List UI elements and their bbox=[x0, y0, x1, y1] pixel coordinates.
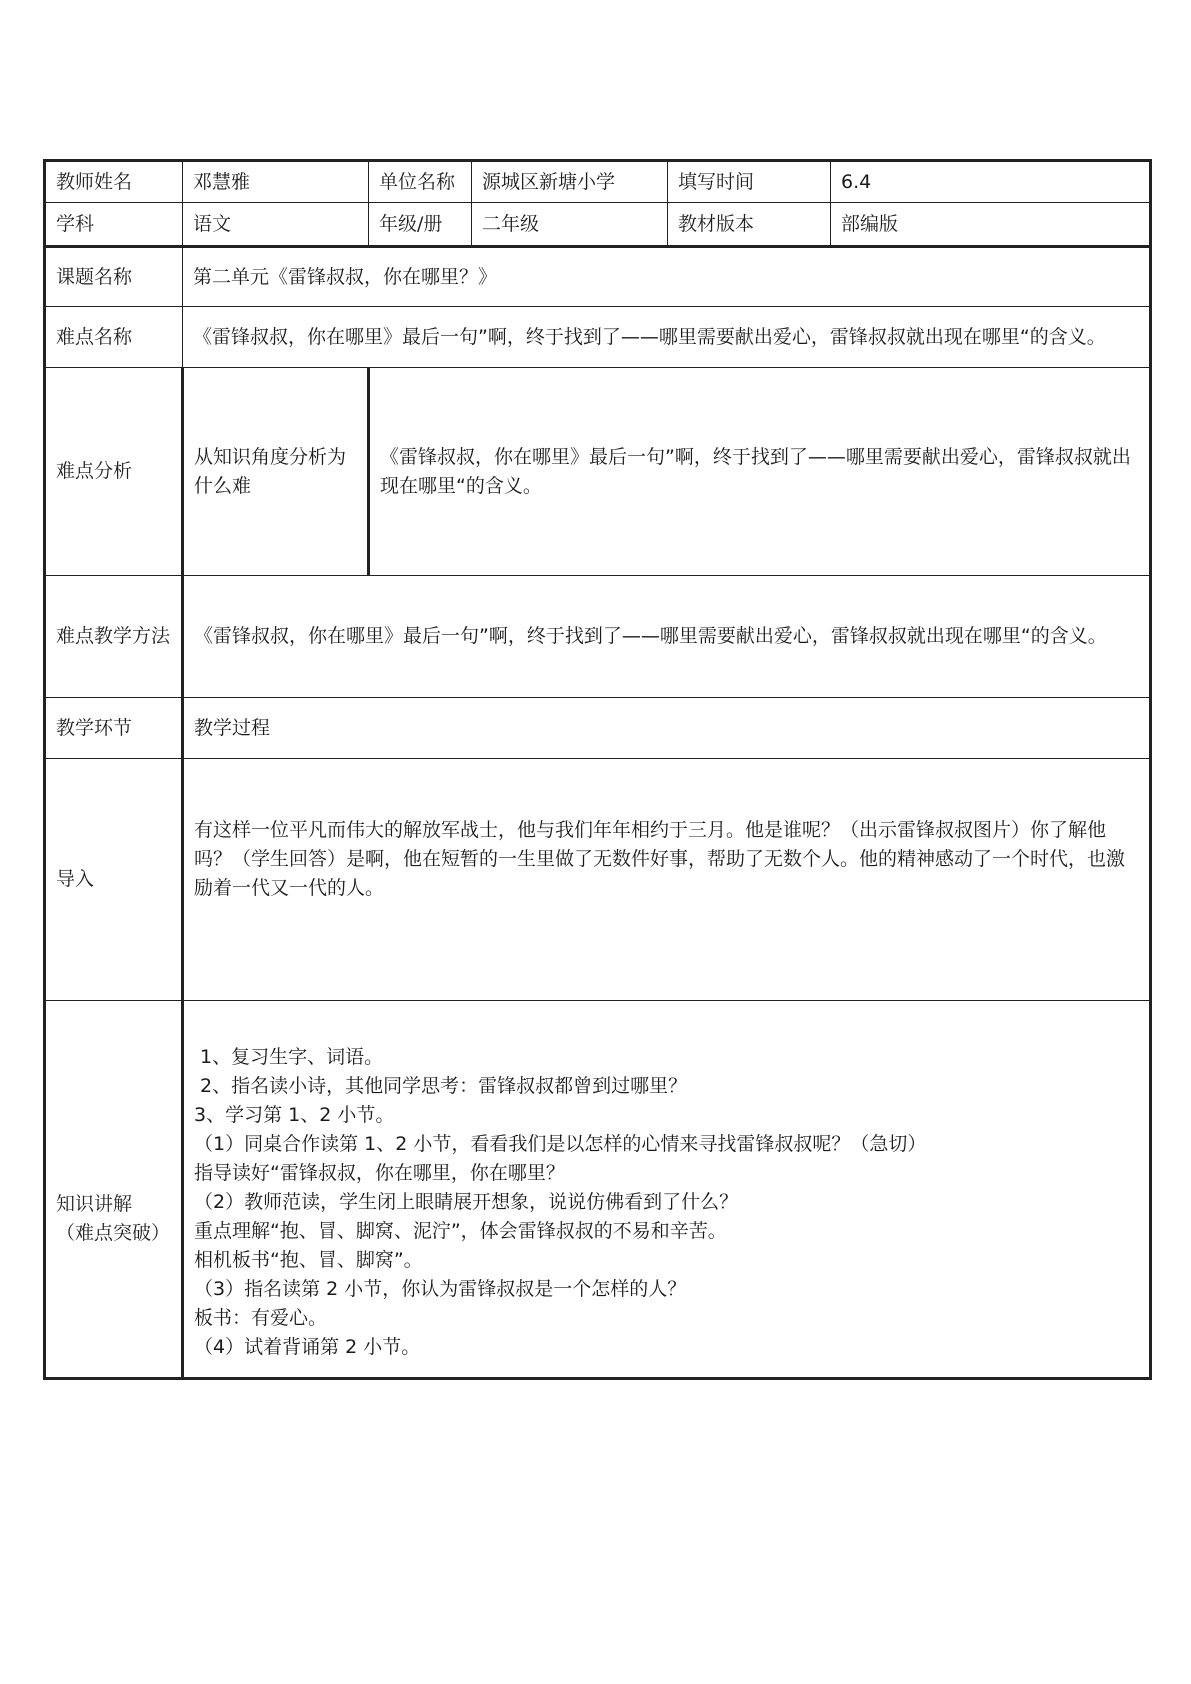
introduction-label: 导入 bbox=[45, 759, 183, 1001]
lesson-plan-table bbox=[43, 159, 1152, 1380]
knowledge-line: 指导读好“雷锋叔叔，你在哪里，你在哪里？ bbox=[194, 1161, 565, 1184]
knowledge-content bbox=[183, 1001, 1151, 1379]
process-stage-label: 教学环节 bbox=[45, 698, 183, 759]
knowledge-row bbox=[45, 1001, 1151, 1379]
teacher-name-value: 邓慧雅 bbox=[183, 161, 369, 203]
header-row-1 bbox=[45, 161, 1151, 203]
process-header-value: 教学过程 bbox=[183, 698, 1151, 759]
knowledge-label: 知识讲解 bbox=[56, 1193, 133, 1215]
knowledge-line: 相机板书“抱、冒、脚窝”。 bbox=[194, 1248, 423, 1271]
subject-value: 语文 bbox=[183, 203, 369, 247]
difficulty-analysis-row bbox=[45, 368, 1151, 576]
knowledge-sub-label: （难点突破） bbox=[56, 1222, 171, 1244]
knowledge-label-cell bbox=[45, 1001, 183, 1379]
knowledge-line: （1）同桌合作读第 1、2 小节，看看我们是以怎样的心情来寻找雷锋叔叔呢？（急切） bbox=[194, 1132, 927, 1155]
difficulty-name-label: 难点名称 bbox=[45, 307, 183, 368]
unit-name-value: 源城区新塘小学 bbox=[472, 161, 668, 203]
topic-value: 第二单元《雷锋叔叔，你在哪里？》 bbox=[183, 247, 1151, 307]
knowledge-line: 1、复习生字、词语。 bbox=[194, 1045, 384, 1068]
process-header-row bbox=[45, 698, 1151, 759]
teaching-method-row bbox=[45, 576, 1151, 698]
teaching-method-label: 难点教学方法 bbox=[45, 576, 183, 698]
knowledge-line: （3）指名读第 2 小节，你认为雷锋叔叔是一个怎样的人？ bbox=[194, 1277, 687, 1300]
analysis-sub-label: 从知识角度分析为什么难 bbox=[183, 368, 369, 576]
fill-date-label: 填写时间 bbox=[668, 161, 831, 203]
grade-label: 年级/册 bbox=[369, 203, 472, 247]
edition-label: 教材版本 bbox=[668, 203, 831, 247]
knowledge-line: （2）教师范读，学生闭上眼睛展开想象，说说仿佛看到了什么？ bbox=[194, 1190, 739, 1213]
introduction-value: 有这样一位平凡而伟大的解放军战士，他与我们年年相约于三月。他是谁呢？（出示雷锋叔叔图片）你了解他吗？（学生回答）是啊，他在短暂的一生里做了无数件好事，帮助了无数个人。他的精神感动了一个时代，也激励着一代又一代的人。 bbox=[183, 759, 1151, 1001]
knowledge-line: （4）试着背诵第 2 小节。 bbox=[194, 1335, 421, 1358]
knowledge-line: 重点理解“抱、冒、脚窝、泥泞”，体会雷锋叔叔的不易和辛苦。 bbox=[194, 1219, 727, 1242]
knowledge-line: 板书：有爱心。 bbox=[194, 1306, 328, 1329]
header-row-2 bbox=[45, 203, 1151, 247]
introduction-row bbox=[45, 759, 1151, 1001]
unit-name-label: 单位名称 bbox=[369, 161, 472, 203]
fill-date-value: 6.4 bbox=[831, 161, 1151, 203]
difficulty-name-row bbox=[45, 307, 1151, 368]
teaching-method-value: 《雷锋叔叔，你在哪里》最后一句”啊，终于找到了——哪里需要献出爱心，雷锋叔叔就出现在哪里“的含义。 bbox=[183, 576, 1151, 698]
teacher-name-label: 教师姓名 bbox=[45, 161, 183, 203]
grade-value: 二年级 bbox=[472, 203, 668, 247]
subject-label: 学科 bbox=[45, 203, 183, 247]
topic-row bbox=[45, 247, 1151, 307]
knowledge-line: 3、学习第 1、2 小节。 bbox=[194, 1103, 395, 1126]
difficulty-analysis-value: 《雷锋叔叔，你在哪里》最后一句”啊，终于找到了——哪里需要献出爱心，雷锋叔叔就出现在哪里“的含义。 bbox=[369, 368, 1151, 576]
edition-value: 部编版 bbox=[831, 203, 1151, 247]
difficulty-analysis-label: 难点分析 bbox=[45, 368, 183, 576]
difficulty-name-value: 《雷锋叔叔，你在哪里》最后一句”啊，终于找到了——哪里需要献出爱心，雷锋叔叔就出现在哪里“的含义。 bbox=[183, 307, 1151, 368]
topic-label: 课题名称 bbox=[45, 247, 183, 307]
knowledge-line: 2、指名读小诗，其他同学思考：雷锋叔叔都曾到过哪里？ bbox=[194, 1074, 688, 1097]
